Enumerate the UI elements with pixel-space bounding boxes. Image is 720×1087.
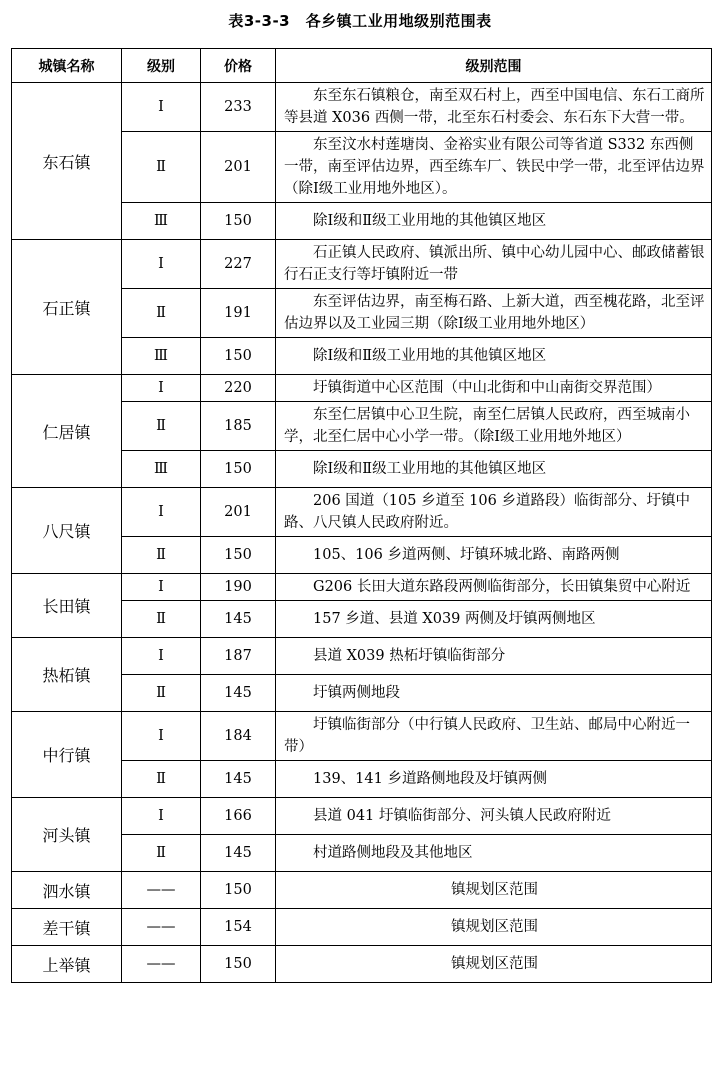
grade-cell: Ⅰ (122, 638, 201, 675)
table-row (12, 240, 712, 289)
grade-cell: Ⅱ (122, 537, 201, 574)
grade-cell: —— (122, 872, 201, 909)
range-cell: 206 国道（105 乡道至 106 乡道路段）临街部分、圩镇中路、八尺镇人民政府附近。 (276, 488, 712, 537)
range-cell: 镇规划区范围 (276, 946, 712, 983)
grade-cell: Ⅰ (122, 375, 201, 402)
range-cell: 东至评估边界，南至梅石路、上新大道，西至槐花路，北至评估边界以及工业园三期（除Ⅰ级工业用地外地区） (276, 289, 712, 338)
range-cell: 圩镇临街部分（中行镇人民政府、卫生站、邮局中心附近一带） (276, 712, 712, 761)
range-cell: 东至东石镇粮仓，南至双石村上，西至中国电信、东石工商所等县道 X036 西侧一带，北至东石村委会、东石东下大营一带。 (276, 83, 712, 132)
price-cell: 150 (201, 338, 276, 375)
range-cell: 除Ⅰ级和Ⅱ级工业用地的其他镇区地区 (276, 203, 712, 240)
town-name: 仁居镇 (12, 375, 122, 488)
price-cell: 201 (201, 132, 276, 203)
header-price: 价格 (201, 49, 276, 83)
range-cell: 除Ⅰ级和Ⅱ级工业用地的其他镇区地区 (276, 451, 712, 488)
table-row (12, 946, 712, 983)
land-grade-table (11, 48, 712, 983)
price-cell: 220 (201, 375, 276, 402)
grade-cell: Ⅱ (122, 289, 201, 338)
town-name: 河头镇 (12, 798, 122, 872)
range-cell: 105、106 乡道两侧、圩镇环城北路、南路两侧 (276, 537, 712, 574)
price-cell: 145 (201, 761, 276, 798)
grade-cell: Ⅰ (122, 798, 201, 835)
town-name: 上举镇 (12, 946, 122, 983)
range-cell: 除Ⅰ级和Ⅱ级工业用地的其他镇区地区 (276, 338, 712, 375)
grade-cell: Ⅲ (122, 203, 201, 240)
price-cell: 154 (201, 909, 276, 946)
range-cell: 县道 041 圩镇临街部分、河头镇人民政府附近 (276, 798, 712, 835)
price-cell: 145 (201, 675, 276, 712)
grade-cell: Ⅱ (122, 601, 201, 638)
grade-cell: Ⅱ (122, 402, 201, 451)
header-town: 城镇名称 (12, 49, 122, 83)
price-cell: 150 (201, 872, 276, 909)
grade-cell: Ⅱ (122, 675, 201, 712)
price-cell: 185 (201, 402, 276, 451)
grade-cell: Ⅱ (122, 835, 201, 872)
price-cell: 150 (201, 537, 276, 574)
grade-cell: Ⅰ (122, 712, 201, 761)
table-row (12, 712, 712, 761)
town-name: 石正镇 (12, 240, 122, 375)
grade-cell: Ⅱ (122, 761, 201, 798)
range-cell: 镇规划区范围 (276, 909, 712, 946)
table-row (12, 872, 712, 909)
grade-cell: Ⅰ (122, 488, 201, 537)
header-row (12, 49, 712, 83)
town-name: 长田镇 (12, 574, 122, 638)
range-cell: 村道路侧地段及其他地区 (276, 835, 712, 872)
range-cell: 县道 X039 热柘圩镇临街部分 (276, 638, 712, 675)
town-name: 热柘镇 (12, 638, 122, 712)
table-row (12, 638, 712, 675)
range-cell: 圩镇两侧地段 (276, 675, 712, 712)
range-cell: 镇规划区范围 (276, 872, 712, 909)
range-cell: 东至汶水村莲塘岗、金裕实业有限公司等省道 S332 东西侧一带，南至评估边界，西至练车厂、铁民中学一带，北至评估边界（除Ⅰ级工业用地外地区）。 (276, 132, 712, 203)
town-name: 八尺镇 (12, 488, 122, 574)
grade-cell: Ⅱ (122, 132, 201, 203)
price-cell: 187 (201, 638, 276, 675)
range-cell: 圩镇街道中心区范围（中山北街和中山南街交界范围） (276, 375, 712, 402)
price-cell: 145 (201, 601, 276, 638)
header-level: 级别 (122, 49, 201, 83)
price-cell: 150 (201, 203, 276, 240)
town-name: 中行镇 (12, 712, 122, 798)
price-cell: 150 (201, 946, 276, 983)
grade-cell: Ⅲ (122, 338, 201, 375)
town-name: 差干镇 (12, 909, 122, 946)
range-cell: 139、141 乡道路侧地段及圩镇两侧 (276, 761, 712, 798)
range-cell: 石正镇人民政府、镇派出所、镇中心幼儿园中心、邮政储蓄银行石正支行等圩镇附近一带 (276, 240, 712, 289)
grade-cell: Ⅰ (122, 240, 201, 289)
price-cell: 227 (201, 240, 276, 289)
range-cell: 157 乡道、县道 X039 两侧及圩镇两侧地区 (276, 601, 712, 638)
range-cell: 东至仁居镇中心卫生院，南至仁居镇人民政府，西至城南小学，北至仁居中心小学一带。（除Ⅰ级工业用地外地区） (276, 402, 712, 451)
table-row (12, 798, 712, 835)
table-title: 表3-3-3 各乡镇工业用地级别范围表 (228, 12, 492, 30)
price-cell: 190 (201, 574, 276, 601)
grade-cell: Ⅲ (122, 451, 201, 488)
grade-cell: —— (122, 909, 201, 946)
header-range: 级别范围 (276, 49, 712, 83)
price-cell: 166 (201, 798, 276, 835)
grade-cell: Ⅰ (122, 83, 201, 132)
town-name: 泗水镇 (12, 872, 122, 909)
table-row (12, 375, 712, 402)
price-cell: 191 (201, 289, 276, 338)
table-row (12, 83, 712, 132)
price-cell: 150 (201, 451, 276, 488)
price-cell: 233 (201, 83, 276, 132)
grade-cell: —— (122, 946, 201, 983)
price-cell: 201 (201, 488, 276, 537)
table-row (12, 574, 712, 601)
price-cell: 145 (201, 835, 276, 872)
table-row (12, 909, 712, 946)
town-name: 东石镇 (12, 83, 122, 240)
range-cell: G206 长田大道东路段两侧临街部分，长田镇集贸中心附近 (276, 574, 712, 601)
grade-cell: Ⅰ (122, 574, 201, 601)
table-row (12, 488, 712, 537)
price-cell: 184 (201, 712, 276, 761)
